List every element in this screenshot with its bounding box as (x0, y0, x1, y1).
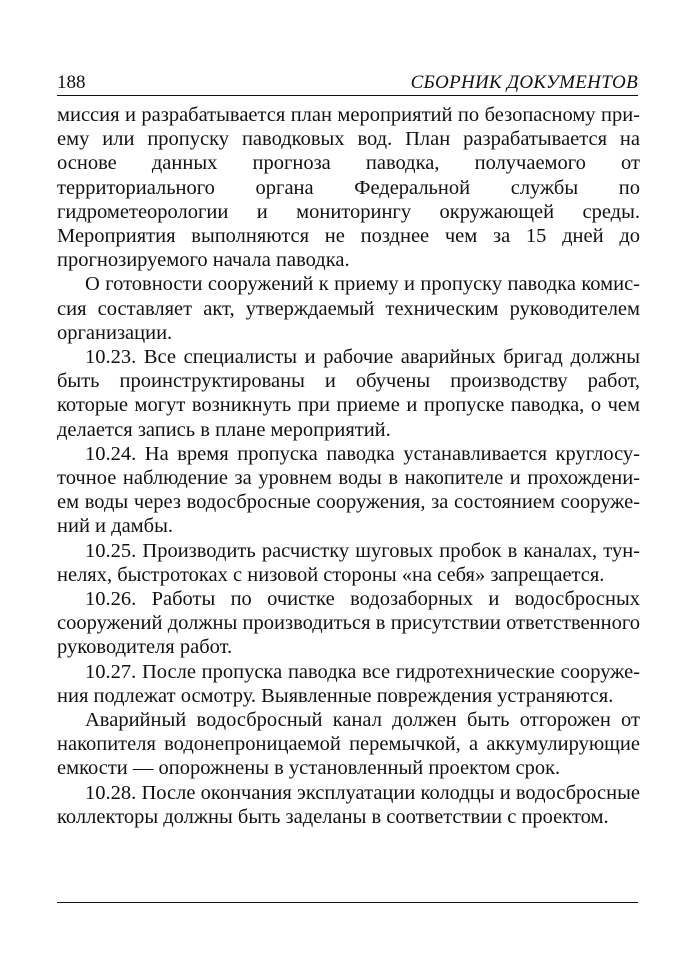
paragraph-10-23: 10.23. Все специалисты и рабочие аварийных бригад должны быть проинструктированы и обучены производству работ, которые могут возникнуть при приеме и пропуске паводка, о чем делается запись в плане мероприятий. (57, 346, 640, 441)
running-title: СБОРНИК ДОКУМЕНТОВ (410, 72, 638, 93)
paragraph-1: миссия и разрабатывается план мероприятий по безопасному приему или пропуску паводковых вод. План разрабатывается на основе данных прогноза паводка, получаемого от территориального органа Федеральной службы по гидрометеорологии и мониторингу окружающей среды. Мероприятия выполняются не позднее чем за 15 дней до прогнозируемого начала паводка. (57, 104, 640, 272)
paragraph-10-25: 10.25. Производить расчистку шуговых пробок в каналах, туннелях, быстротоках с низовой стороны «на себя» запрещается. (57, 539, 640, 586)
paragraph-10-26: 10.26. Работы по очистке водозаборных и водосбросных сооружений должны производиться в присутствии ответственного руководителя работ. (57, 588, 640, 659)
paragraph-10-27: 10.27. После пропуска паводка все гидротехнические сооружения подлежат осмотру. Выявленные повреждения устраняются. (57, 660, 640, 707)
paragraph-10-28: 10.28. После окончания эксплуатации колодцы и водосбросные коллекторы должны быть заделаны в соответствии с проектом. (57, 781, 640, 828)
page-header (57, 72, 638, 96)
paragraph-emergency-channel: Аварийный водосбросный канал должен быть отгорожен от накопителя водонепроницаемой перемычкой, а аккумулирующие емкости — опорожнены в установленный проектом срок. (57, 709, 640, 780)
paragraph-10-24: 10.24. На время пропуска паводка устанавливается круглосуточное наблюдение за уровнем воды в накопителе и прохождением воды через водосбросные сооружения, за состоянием сооружений и дамбы. (57, 442, 640, 538)
footer-rule (57, 902, 638, 903)
page-number: 188 (57, 72, 86, 93)
body-text (57, 103, 640, 829)
paragraph-2: О готовности сооружений к приему и пропуску паводка комиссия составляет акт, утверждаемый техническим руководителем организации. (57, 273, 640, 344)
header-rule (57, 95, 638, 96)
